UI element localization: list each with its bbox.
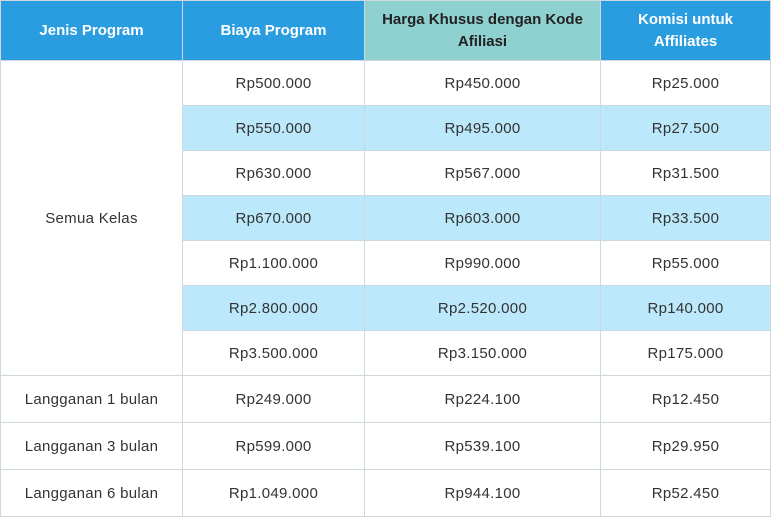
cell-komisi: Rp175.000 [601, 331, 771, 376]
cell-komisi: Rp33.500 [601, 196, 771, 241]
cell-biaya: Rp3.500.000 [183, 331, 365, 376]
cell-harga-khusus: Rp990.000 [365, 241, 601, 286]
cell-biaya: Rp599.000 [183, 423, 365, 470]
cell-komisi: Rp27.500 [601, 106, 771, 151]
program-cell: Langganan 1 bulan [1, 376, 183, 423]
cell-komisi: Rp12.450 [601, 376, 771, 423]
cell-harga-khusus: Rp539.100 [365, 423, 601, 470]
cell-komisi: Rp140.000 [601, 286, 771, 331]
cell-komisi: Rp31.500 [601, 151, 771, 196]
program-cell: Langganan 6 bulan [1, 470, 183, 517]
header-komisi: Komisi untuk Affiliates [601, 1, 771, 61]
cell-komisi: Rp29.950 [601, 423, 771, 470]
header-row [1, 1, 771, 61]
cell-harga-khusus: Rp495.000 [365, 106, 601, 151]
cell-harga-khusus: Rp603.000 [365, 196, 601, 241]
cell-biaya: Rp550.000 [183, 106, 365, 151]
table-row [1, 470, 771, 517]
cell-harga-khusus: Rp944.100 [365, 470, 601, 517]
header-biaya-program: Biaya Program [183, 1, 365, 61]
cell-biaya: Rp249.000 [183, 376, 365, 423]
cell-harga-khusus: Rp3.150.000 [365, 331, 601, 376]
program-cell: Langganan 3 bulan [1, 423, 183, 470]
cell-biaya: Rp670.000 [183, 196, 365, 241]
cell-harga-khusus: Rp567.000 [365, 151, 601, 196]
cell-biaya: Rp630.000 [183, 151, 365, 196]
table-row [1, 423, 771, 470]
table-row [1, 376, 771, 423]
header-jenis-program: Jenis Program [1, 1, 183, 61]
cell-biaya: Rp500.000 [183, 61, 365, 106]
program-cell-semua-kelas: Semua Kelas [1, 61, 183, 376]
table-row [1, 61, 771, 106]
cell-komisi: Rp25.000 [601, 61, 771, 106]
cell-harga-khusus: Rp450.000 [365, 61, 601, 106]
cell-harga-khusus: Rp224.100 [365, 376, 601, 423]
cell-harga-khusus: Rp2.520.000 [365, 286, 601, 331]
cell-komisi: Rp55.000 [601, 241, 771, 286]
cell-biaya: Rp1.100.000 [183, 241, 365, 286]
cell-komisi: Rp52.450 [601, 470, 771, 517]
cell-biaya: Rp2.800.000 [183, 286, 365, 331]
header-harga-khusus: Harga Khusus dengan Kode Afiliasi [365, 1, 601, 61]
cell-biaya: Rp1.049.000 [183, 470, 365, 517]
